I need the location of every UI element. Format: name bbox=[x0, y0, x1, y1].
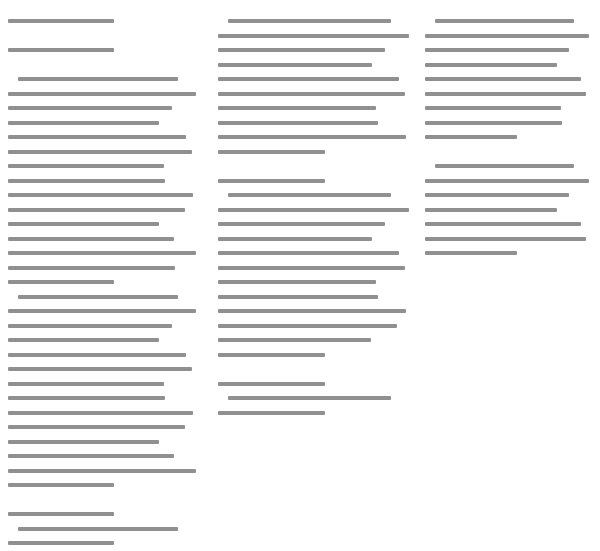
line-placeholder bbox=[8, 251, 196, 255]
line-placeholder bbox=[8, 353, 186, 357]
line-placeholder bbox=[425, 193, 569, 197]
line-placeholder bbox=[425, 63, 557, 67]
block-gap bbox=[425, 145, 593, 160]
heading-placeholder bbox=[8, 48, 114, 52]
line-placeholder bbox=[8, 193, 193, 197]
line-placeholder bbox=[425, 34, 589, 38]
paragraph-line bbox=[8, 159, 200, 174]
line-placeholder bbox=[8, 382, 164, 386]
column-1 bbox=[8, 14, 200, 551]
line-placeholder bbox=[8, 135, 186, 139]
line-placeholder bbox=[228, 396, 391, 400]
line-placeholder bbox=[8, 483, 114, 487]
line-placeholder bbox=[18, 77, 178, 81]
line-placeholder bbox=[228, 193, 391, 197]
line-placeholder bbox=[8, 208, 185, 212]
line-placeholder bbox=[8, 411, 193, 415]
line-placeholder bbox=[8, 469, 196, 473]
line-placeholder bbox=[8, 440, 159, 444]
paragraph-line bbox=[8, 449, 200, 464]
paragraph-line bbox=[8, 522, 200, 537]
line-placeholder bbox=[218, 309, 406, 313]
paragraph bbox=[8, 290, 200, 493]
paragraph bbox=[8, 522, 200, 551]
paragraph-line bbox=[425, 174, 593, 189]
paragraph-line bbox=[8, 464, 200, 479]
paragraph-line bbox=[8, 362, 200, 377]
paragraph-line bbox=[218, 87, 413, 102]
section-heading bbox=[8, 14, 200, 29]
paragraph-line bbox=[218, 116, 413, 131]
section-heading bbox=[218, 174, 413, 189]
paragraph-line bbox=[218, 304, 413, 319]
line-placeholder bbox=[8, 338, 159, 342]
paragraph-line bbox=[218, 391, 413, 406]
paragraph-line bbox=[8, 232, 200, 247]
paragraph-line bbox=[8, 536, 200, 551]
paragraph-line bbox=[218, 188, 413, 203]
paragraph-line bbox=[8, 348, 200, 363]
line-placeholder bbox=[425, 237, 586, 241]
line-placeholder bbox=[218, 63, 372, 67]
line-placeholder bbox=[228, 19, 391, 23]
heading-placeholder bbox=[218, 382, 325, 386]
paragraph-line bbox=[218, 348, 413, 363]
paragraph-line bbox=[218, 290, 413, 305]
line-placeholder bbox=[218, 237, 372, 241]
line-placeholder bbox=[218, 121, 378, 125]
paragraph-line bbox=[8, 174, 200, 189]
line-placeholder bbox=[218, 411, 325, 415]
paragraph-line bbox=[425, 159, 593, 174]
line-placeholder bbox=[8, 324, 172, 328]
line-placeholder bbox=[218, 150, 325, 154]
paragraph-line bbox=[218, 203, 413, 218]
line-placeholder bbox=[218, 135, 406, 139]
line-placeholder bbox=[218, 251, 399, 255]
paragraph-line bbox=[425, 217, 593, 232]
line-placeholder bbox=[8, 150, 192, 154]
paragraph-line bbox=[218, 406, 413, 421]
paragraph-line bbox=[218, 101, 413, 116]
paragraph-line bbox=[425, 246, 593, 261]
paragraph-line bbox=[218, 130, 413, 145]
paragraph-line bbox=[218, 261, 413, 276]
paragraph-line bbox=[425, 101, 593, 116]
line-placeholder bbox=[8, 106, 172, 110]
paragraph-line bbox=[8, 130, 200, 145]
line-placeholder bbox=[8, 92, 196, 96]
paragraph-line bbox=[8, 87, 200, 102]
paragraph-line bbox=[8, 116, 200, 131]
paragraph-line bbox=[425, 43, 593, 58]
line-placeholder bbox=[425, 48, 569, 52]
line-placeholder bbox=[218, 208, 409, 212]
block-gap bbox=[218, 362, 413, 377]
paragraph-line bbox=[425, 203, 593, 218]
column-2 bbox=[218, 14, 413, 420]
paragraph-line bbox=[8, 145, 200, 160]
paragraph-line bbox=[425, 87, 593, 102]
line-placeholder bbox=[425, 92, 586, 96]
paragraph-line bbox=[8, 72, 200, 87]
paragraph-line bbox=[425, 232, 593, 247]
paragraph-line bbox=[218, 275, 413, 290]
line-placeholder bbox=[18, 527, 178, 531]
paragraph-line bbox=[8, 203, 200, 218]
paragraph bbox=[218, 391, 413, 420]
paragraph-line bbox=[425, 72, 593, 87]
column-3 bbox=[425, 14, 593, 261]
paragraph-line bbox=[425, 29, 593, 44]
line-placeholder bbox=[8, 541, 114, 545]
block-gap bbox=[8, 29, 200, 44]
paragraph bbox=[218, 14, 413, 159]
block-gap bbox=[8, 493, 200, 508]
paragraph bbox=[8, 72, 200, 290]
paragraph-line bbox=[218, 14, 413, 29]
paragraph-line bbox=[8, 377, 200, 392]
paragraph-line bbox=[425, 14, 593, 29]
line-placeholder bbox=[435, 19, 574, 23]
paragraph-line bbox=[218, 246, 413, 261]
paragraph-line bbox=[8, 261, 200, 276]
block-gap bbox=[8, 58, 200, 73]
paragraph-line bbox=[218, 29, 413, 44]
paragraph-line bbox=[8, 290, 200, 305]
line-placeholder bbox=[18, 295, 178, 299]
paragraph-line bbox=[8, 333, 200, 348]
section-heading bbox=[8, 507, 200, 522]
paragraph-line bbox=[218, 217, 413, 232]
paragraph-line bbox=[218, 145, 413, 160]
section-heading bbox=[8, 43, 200, 58]
paragraph-line bbox=[425, 116, 593, 131]
line-placeholder bbox=[218, 338, 371, 342]
line-placeholder bbox=[425, 121, 562, 125]
line-placeholder bbox=[218, 324, 397, 328]
line-placeholder bbox=[8, 237, 174, 241]
line-placeholder bbox=[218, 34, 409, 38]
paragraph-line bbox=[218, 43, 413, 58]
line-placeholder bbox=[218, 295, 378, 299]
paragraph-line bbox=[8, 406, 200, 421]
line-placeholder bbox=[218, 77, 399, 81]
paragraph-line bbox=[425, 58, 593, 73]
line-placeholder bbox=[218, 92, 405, 96]
paragraph-line bbox=[218, 58, 413, 73]
line-placeholder bbox=[425, 251, 517, 255]
paragraph-line bbox=[8, 391, 200, 406]
paragraph bbox=[425, 14, 593, 145]
paragraph-line bbox=[8, 101, 200, 116]
paragraph-line bbox=[425, 188, 593, 203]
line-placeholder bbox=[425, 208, 557, 212]
line-placeholder bbox=[218, 266, 405, 270]
paragraph-line bbox=[218, 72, 413, 87]
paragraph-line bbox=[218, 319, 413, 334]
paragraph-line bbox=[425, 130, 593, 145]
paragraph-line bbox=[218, 333, 413, 348]
paragraph-line bbox=[218, 232, 413, 247]
block-gap bbox=[218, 159, 413, 174]
heading-placeholder bbox=[8, 19, 114, 23]
line-placeholder bbox=[8, 121, 159, 125]
line-placeholder bbox=[8, 179, 165, 183]
line-placeholder bbox=[8, 266, 175, 270]
line-placeholder bbox=[8, 454, 174, 458]
line-placeholder bbox=[8, 222, 159, 226]
paragraph-line bbox=[8, 188, 200, 203]
paragraph-line bbox=[8, 217, 200, 232]
line-placeholder bbox=[218, 48, 385, 52]
section-heading bbox=[218, 377, 413, 392]
paragraph bbox=[425, 159, 593, 261]
paragraph-line bbox=[8, 304, 200, 319]
line-placeholder bbox=[425, 77, 581, 81]
line-placeholder bbox=[425, 222, 581, 226]
line-placeholder bbox=[425, 106, 561, 110]
paragraph-line bbox=[8, 420, 200, 435]
line-placeholder bbox=[8, 164, 164, 168]
line-placeholder bbox=[218, 106, 376, 110]
line-placeholder bbox=[8, 425, 185, 429]
paragraph-line bbox=[8, 246, 200, 261]
paragraph-line bbox=[8, 319, 200, 334]
line-placeholder bbox=[8, 367, 192, 371]
line-placeholder bbox=[435, 164, 574, 168]
line-placeholder bbox=[8, 280, 114, 284]
line-placeholder bbox=[8, 309, 196, 313]
line-placeholder bbox=[8, 396, 165, 400]
paragraph-line bbox=[8, 478, 200, 493]
heading-placeholder bbox=[218, 179, 325, 183]
paragraph-line bbox=[8, 275, 200, 290]
paragraph bbox=[218, 188, 413, 362]
line-placeholder bbox=[218, 353, 325, 357]
line-placeholder bbox=[218, 280, 376, 284]
line-placeholder bbox=[425, 179, 589, 183]
line-placeholder bbox=[218, 222, 385, 226]
heading-placeholder bbox=[8, 512, 114, 516]
paragraph-line bbox=[8, 435, 200, 450]
line-placeholder bbox=[425, 135, 517, 139]
